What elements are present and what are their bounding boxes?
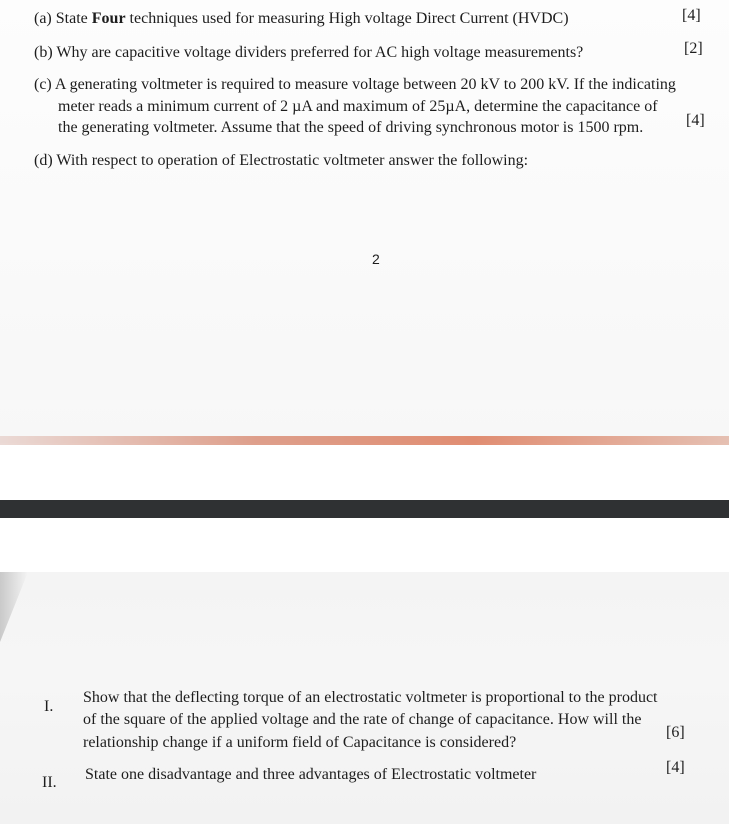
page-number: 2 bbox=[372, 251, 380, 267]
subquestion-i-numeral: I. bbox=[44, 698, 54, 715]
question-d-label: (d) bbox=[34, 152, 53, 169]
question-a-text-pre: State bbox=[55, 10, 92, 27]
question-c bbox=[34, 74, 676, 96]
question-c-line2: meter reads a minimum current of 2 µA and maximum of 25µA, determine the capacitance of bbox=[58, 98, 658, 115]
subquestion-i-line2: of the square of the applied voltage and the rate of change of capacitance. How will the bbox=[83, 711, 642, 728]
question-c-line1: A generating voltmeter is required to measure voltage between 20 kV to 200 kV. If the indicating bbox=[54, 76, 676, 93]
subquestion-i-line1: Show that the deflecting torque of an electrostatic voltmeter is proportional to the product bbox=[83, 689, 658, 706]
subquestion-i-mark: [6] bbox=[666, 724, 685, 741]
subquestion-ii-numeral: II. bbox=[42, 774, 57, 791]
page-edge-shadow bbox=[0, 436, 729, 445]
question-a-text-bold: Four bbox=[91, 10, 126, 27]
dark-separator-band bbox=[0, 500, 729, 518]
question-b bbox=[34, 42, 583, 64]
subquestion-ii-text: State one disadvantage and three advantages of Electrostatic voltmeter bbox=[85, 766, 537, 783]
question-b-text: Why are capacitive voltage dividers preferred for AC high voltage measurements? bbox=[56, 44, 584, 61]
question-d bbox=[34, 150, 528, 172]
question-b-label: (b) bbox=[34, 44, 53, 61]
question-a-text-post: techniques used for measuring High voltage Direct Current (HVDC) bbox=[125, 10, 569, 27]
subquestion-ii-mark: [4] bbox=[666, 759, 685, 776]
gap-area bbox=[0, 445, 729, 500]
question-b-mark: [2] bbox=[684, 40, 703, 57]
question-d-text: With respect to operation of Electrostatic voltmeter answer the following: bbox=[56, 152, 529, 169]
question-a-mark: [4] bbox=[682, 7, 701, 24]
question-c-line3: the generating voltmeter. Assume that the speed of driving synchronous motor is 1500 rpm. bbox=[58, 119, 644, 136]
question-c-mark: [4] bbox=[686, 112, 705, 129]
question-a-label: (a) bbox=[34, 10, 52, 27]
question-a bbox=[34, 8, 569, 30]
question-c-label: (c) bbox=[34, 76, 52, 93]
subquestion-i-line3: relationship change if a uniform field of Capacitance is considered? bbox=[83, 734, 517, 751]
